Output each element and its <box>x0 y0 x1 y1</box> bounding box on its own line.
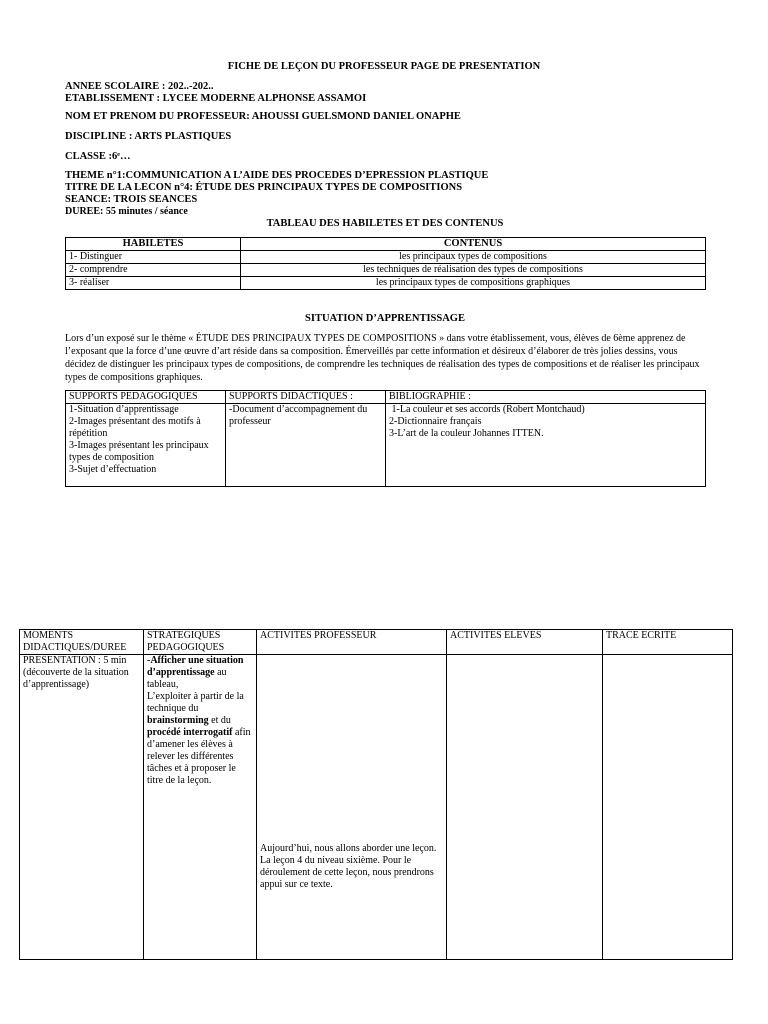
strategie-text: au tableau, <box>147 667 227 690</box>
situation-title: SITUATION D’APPRENTISSAGE <box>305 313 465 324</box>
contenu-cell: les techniques de réalisation des types de compositions <box>241 264 706 277</box>
table-row <box>66 404 706 487</box>
table-row <box>66 251 706 264</box>
habilete-cell: 1- Distinguer <box>66 251 241 264</box>
strategie-bold-text: -Afficher une situation d’apprentissage <box>147 655 244 678</box>
strategie-text: afin d’amener les élèves à relever les différentes tâches et à proposer le titre de la leçon. <box>147 727 251 786</box>
habiletes-table <box>65 237 706 290</box>
trace-ecrite-header: TRACE ECRITE <box>603 630 733 655</box>
habilete-cell: 2- comprendre <box>66 264 241 277</box>
habiletes-table-title: TABLEAU DES HABILETES ET DES CONTENUS <box>266 218 504 229</box>
list-item: 3-Sujet d’effectuation <box>69 464 157 475</box>
duree: DUREE: 55 minutes / séance <box>65 206 188 217</box>
supports-pedagogiques-header: SUPPORTS PEDAGOGIQUES <box>66 391 226 404</box>
table-row <box>66 264 706 277</box>
situation-text: Lors d’un exposé sur le thème « ÉTUDE DES PRINCIPAUX TYPES DE COMPOSITIONS » dans votre établissement, vous, élèves de 6ème apprenez de l’exposant que la force d’une œuvre d’art réside dans sa composition. Émerveillés par cette information et désireux d’élaborer de très jolies dessins, vous décidez de distinguer les principaux types de compositions, de comprendre les techniques de réalisation des types de compositions et de réaliser les principaux types de compositions graphiques. <box>65 333 700 383</box>
list-item: 2-Dictionnaire français <box>389 416 482 427</box>
activites-eleves-header: ACTIVITES ELEVES <box>447 630 603 655</box>
activites-professeur-header: ACTIVITES PROFESSEUR <box>257 630 447 655</box>
moments-header: MOMENTS DIDACTIQUES/DUREE <box>20 630 144 655</box>
strategies-header: STRATEGIQUES PEDAGOGIQUES <box>144 630 257 655</box>
strategie-bold-text: brainstorming <box>147 715 209 726</box>
contenu-cell: les principaux types de compositions graphiques <box>241 277 706 290</box>
table-header-row <box>20 630 733 655</box>
supports-table <box>65 390 706 487</box>
habiletes-header: HABILETES <box>66 238 241 251</box>
classe: CLASSE :6ᵉ… <box>65 151 131 162</box>
discipline: DISCIPLINE : ARTS PLASTIQUES <box>65 131 232 142</box>
list-item: 1-La couleur et ses accords (Robert Montchaud) <box>389 404 585 415</box>
strategie-cell <box>144 655 257 960</box>
list-item: 2-Images présentant des motifs à répétition <box>69 416 201 439</box>
seance: SEANCE: TROIS SEANCES <box>65 194 198 205</box>
moment-description: (découverte de la situation d’apprentissage) <box>23 667 129 690</box>
document-title: FICHE DE LEÇON DU PROFESSEUR PAGE DE PRESENTATION <box>227 61 541 72</box>
list-item: 1-Situation d’apprentissage <box>69 404 179 415</box>
contenu-cell: les principaux types de compositions <box>241 251 706 264</box>
table-row <box>66 277 706 290</box>
list-item: 3-L’art de la couleur Johannes ITTEN. <box>389 428 544 439</box>
strategie-text: L’exploiter à partir de la technique du <box>147 691 244 714</box>
strategie-text: et du <box>208 715 231 726</box>
strategie-bold-text: procédé interrogatif <box>147 727 233 738</box>
activites-eleves-cell <box>447 655 603 960</box>
activites-professeur-cell <box>257 655 447 960</box>
trace-ecrite-cell <box>603 655 733 960</box>
professeur-text: Aujourd’hui, nous allons aborder une leçon. La leçon 4 du niveau sixième. Pour le déroulement de cette leçon, nous prendrons appui sur ce texte. <box>260 843 437 890</box>
contenus-header: CONTENUS <box>241 238 706 251</box>
table-header-row <box>66 391 706 404</box>
theme: THEME n°1:COMMUNICATION A L’AIDE DES PROCEDES D’EPRESSION PLASTIQUE <box>65 170 489 181</box>
nom-professeur: NOM ET PRENOM DU PROFESSEUR: AHOUSSI GUELSMOND DANIEL ONAPHE <box>65 111 461 122</box>
list-item: 3-Images présentant les principaux types de composition <box>69 440 209 463</box>
etablissement: ETABLISSEMENT : LYCEE MODERNE ALPHONSE ASSAMOI <box>65 93 367 104</box>
table-header-row <box>66 238 706 251</box>
moment-label: PRESENTATION : 5 min <box>23 655 127 666</box>
moments-table <box>19 629 733 960</box>
annee-scolaire: ANNEE SCOLAIRE : 202..-202.. <box>65 81 214 92</box>
table-row <box>20 655 733 960</box>
bibliographie-header: BIBLIOGRAPHIE : <box>386 391 706 404</box>
supports-didactiques-cell <box>226 404 386 487</box>
moment-cell <box>20 655 144 960</box>
supports-pedagogiques-cell <box>66 404 226 487</box>
titre-lecon: TITRE DE LA LECON n°4: ÉTUDE DES PRINCIPAUX TYPES DE COMPOSITIONS <box>65 182 463 193</box>
list-item: -Document d’accompagnement du professeur <box>229 404 368 427</box>
supports-didactiques-header: SUPPORTS DIDACTIQUES : <box>226 391 386 404</box>
habilete-cell: 3- réaliser <box>66 277 241 290</box>
bibliographie-cell <box>386 404 706 487</box>
